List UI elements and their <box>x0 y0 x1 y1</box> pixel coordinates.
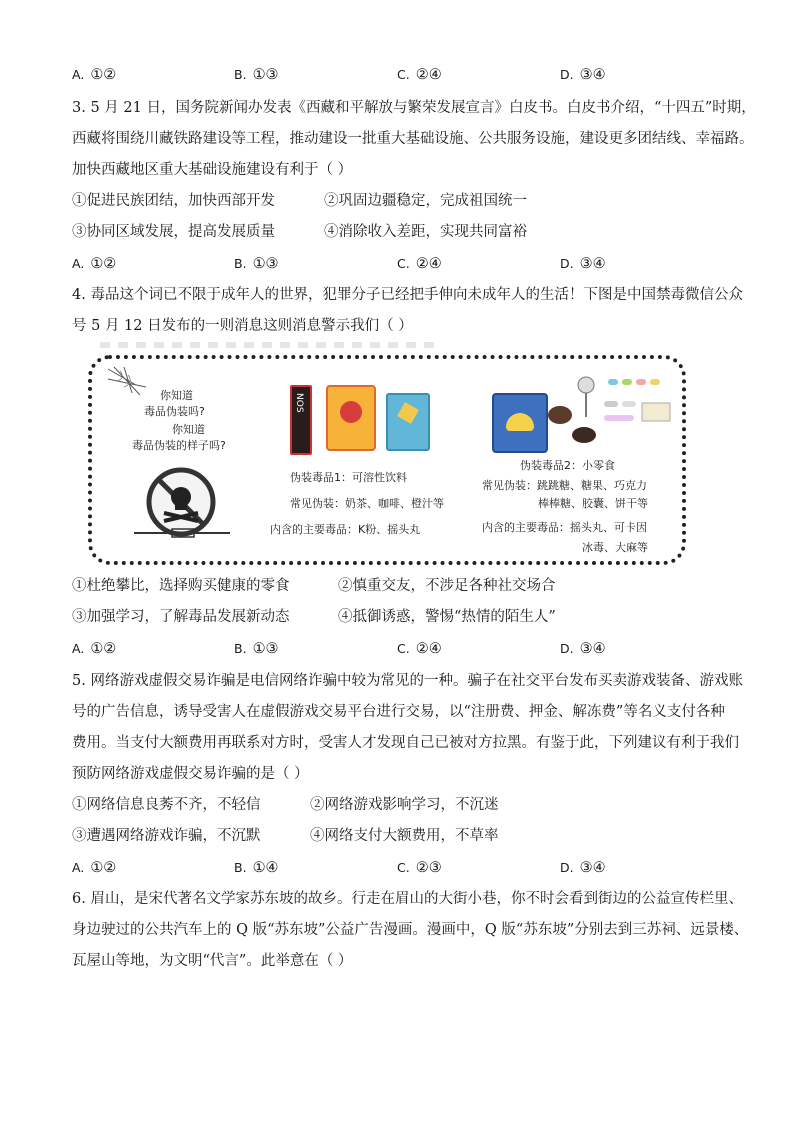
drink-pack-blue <box>386 393 430 451</box>
q4-option-b: B. ①③ <box>234 641 279 657</box>
poster-left-title: 伪装毒品1：可溶性饮料 <box>290 471 407 484</box>
poster-right-common-2: 棒棒糖、胶囊、饼干等 <box>538 497 648 510</box>
q3-item-4: ④消除收入差距，实现共同富裕 <box>324 224 527 240</box>
q5-item-2: ②网络游戏影响学习，不沉迷 <box>310 797 499 813</box>
q3-item-2: ②巩固边疆稳定，完成祖国统一 <box>324 193 527 209</box>
q3-stem-line-2: 西藏将围绕川藏铁路建设等工程，推动建设一批重大基础设施、公共服务设施，建设更多团结线、幸福路。 <box>72 131 754 147</box>
anti-drug-poster <box>88 355 686 565</box>
q5-stem-line-1: 5. 网络游戏虚假交易诈骗是电信网络诈骗中较为常见的一种。骗子在社交平台发布买卖游戏装备、游戏账 <box>72 673 743 689</box>
drink-pack-orange <box>326 385 376 451</box>
q3-options <box>72 254 722 274</box>
q4-item-1: ①杜绝攀比，选择购买健康的零食 <box>72 578 290 594</box>
q5-item-3: ③遭遇网络游戏诈骗，不沉默 <box>72 828 261 844</box>
q5-option-a: A. ①② <box>72 860 117 876</box>
candy-lollipop-icon <box>546 375 686 447</box>
q4-options <box>72 639 722 659</box>
q3-items-row-1 <box>72 191 722 211</box>
q3-option-b: B. ①③ <box>234 256 279 272</box>
q4-item-3: ③加强学习，了解毒品发展新动态 <box>72 609 290 625</box>
q3-stem-line-1: 3. 5 月 21 日，国务院新闻办发表《西藏和平解放与繁荣发展宣言》白皮书。白皮书介绍，“十四五”时期， <box>72 100 756 116</box>
cropped-text-remnant <box>100 342 440 348</box>
q4-option-a: A. ①② <box>72 641 117 657</box>
q3-item-3: ③协同区域发展，提高发展质量 <box>72 224 275 240</box>
q4-item-2: ②慎重交友，不涉足各种社交场合 <box>338 578 556 594</box>
poster-question-1: 你知道 <box>160 389 193 402</box>
q2-option-d: D. ③④ <box>560 67 606 83</box>
q3-items-row-2 <box>72 222 722 242</box>
poster-left-contain: 内含的主要毒品：K粉、摇头丸 <box>270 523 421 536</box>
q3-option-c: C. ②④ <box>397 256 442 272</box>
q2-option-c: C. ②④ <box>397 67 442 83</box>
poster-left-common: 常见伪装：奶茶、咖啡、橙汁等 <box>290 497 444 510</box>
snack-bag <box>492 393 548 453</box>
poster-right-title: 伪装毒品2：小零食 <box>520 459 615 472</box>
q4-option-d: D. ③④ <box>560 641 606 657</box>
q4-items-row-2 <box>72 607 722 627</box>
q6-stem-line-3: 瓦屋山等地，为文明“代言”。此举意在（ ） <box>72 953 353 969</box>
q5-option-b: B. ①④ <box>234 860 279 876</box>
poster-right-contain-1: 内含的主要毒品：摇头丸、可卡因 <box>482 521 647 534</box>
q5-stem-line-3: 费用。当支付大额费用再联系对方时，受害人才发现自己已被对方拉黑。有鉴于此，下列建议有利于我们 <box>72 735 739 751</box>
q3-stem-line-3: 加快西藏地区重大基础设施建设有利于（ ） <box>72 162 353 178</box>
q5-option-c: C. ②③ <box>397 860 442 876</box>
drink-pack-black <box>290 385 312 455</box>
q2-option-b: B. ①③ <box>234 67 279 83</box>
q5-items-row-2 <box>72 826 722 846</box>
poster-right-contain-2: 冰毒、大麻等 <box>582 541 648 554</box>
q4-item-4: ④抵御诱惑，警惕“热情的陌生人” <box>338 609 556 625</box>
q2-option-a: A. ①② <box>72 67 117 83</box>
poster-right-common-1: 常见伪装：跳跳糖、糖果、巧克力 <box>482 479 647 492</box>
poster-question-3: 你知道 <box>172 423 205 436</box>
q4-stem-line-1: 4. 毒品这个词已不限于成年人的世界，犯罪分子已经把手伸向未成年人的生活！下图是中国禁毒微信公众 <box>72 287 743 303</box>
q3-option-d: D. ③④ <box>560 256 606 272</box>
cobweb-icon <box>106 365 156 405</box>
q4-stem-line-2: 号 5 月 12 日发布的一则消息这则消息警示我们（ ） <box>72 318 413 334</box>
q3-item-1: ①促进民族团结，加快西部开发 <box>72 193 275 209</box>
q5-item-4: ④网络支付大额费用，不草率 <box>310 828 499 844</box>
q5-stem-line-2: 号的广告信息，诱导受害人在虚假游戏交易平台进行交易，以“注册费、押金、解冻费”等名义支付各种 <box>72 704 725 720</box>
poster-question-4: 毒品伪装的样子吗? <box>132 439 226 452</box>
q6-stem-line-1: 6. 眉山，是宋代著名文学家苏东坡的故乡。行走在眉山的大街小巷，你不时会看到街边的公益宣传栏里、 <box>72 891 743 907</box>
pack-label: NOS <box>294 393 304 413</box>
q3-option-a: A. ①② <box>72 256 117 272</box>
q5-item-1: ①网络信息良莠不齐，不轻信 <box>72 797 261 813</box>
q2-options <box>72 65 722 85</box>
syringe-icon <box>132 527 232 539</box>
q5-options <box>72 858 722 878</box>
poster-question-2: 毒品伪装吗? <box>144 405 205 418</box>
q4-items-row-1 <box>72 576 722 596</box>
q6-stem-line-2: 身边驶过的公共汽车上的 Q 版“苏东坡”公益广告漫画。漫画中，Q 版“苏东坡”分别去到三苏祠、远景楼、 <box>72 922 749 938</box>
q5-option-d: D. ③④ <box>560 860 606 876</box>
q5-items-row-1 <box>72 795 722 815</box>
q4-option-c: C. ②④ <box>397 641 442 657</box>
q5-stem-line-4: 预防网络游戏虚假交易诈骗的是（ ） <box>72 766 309 782</box>
